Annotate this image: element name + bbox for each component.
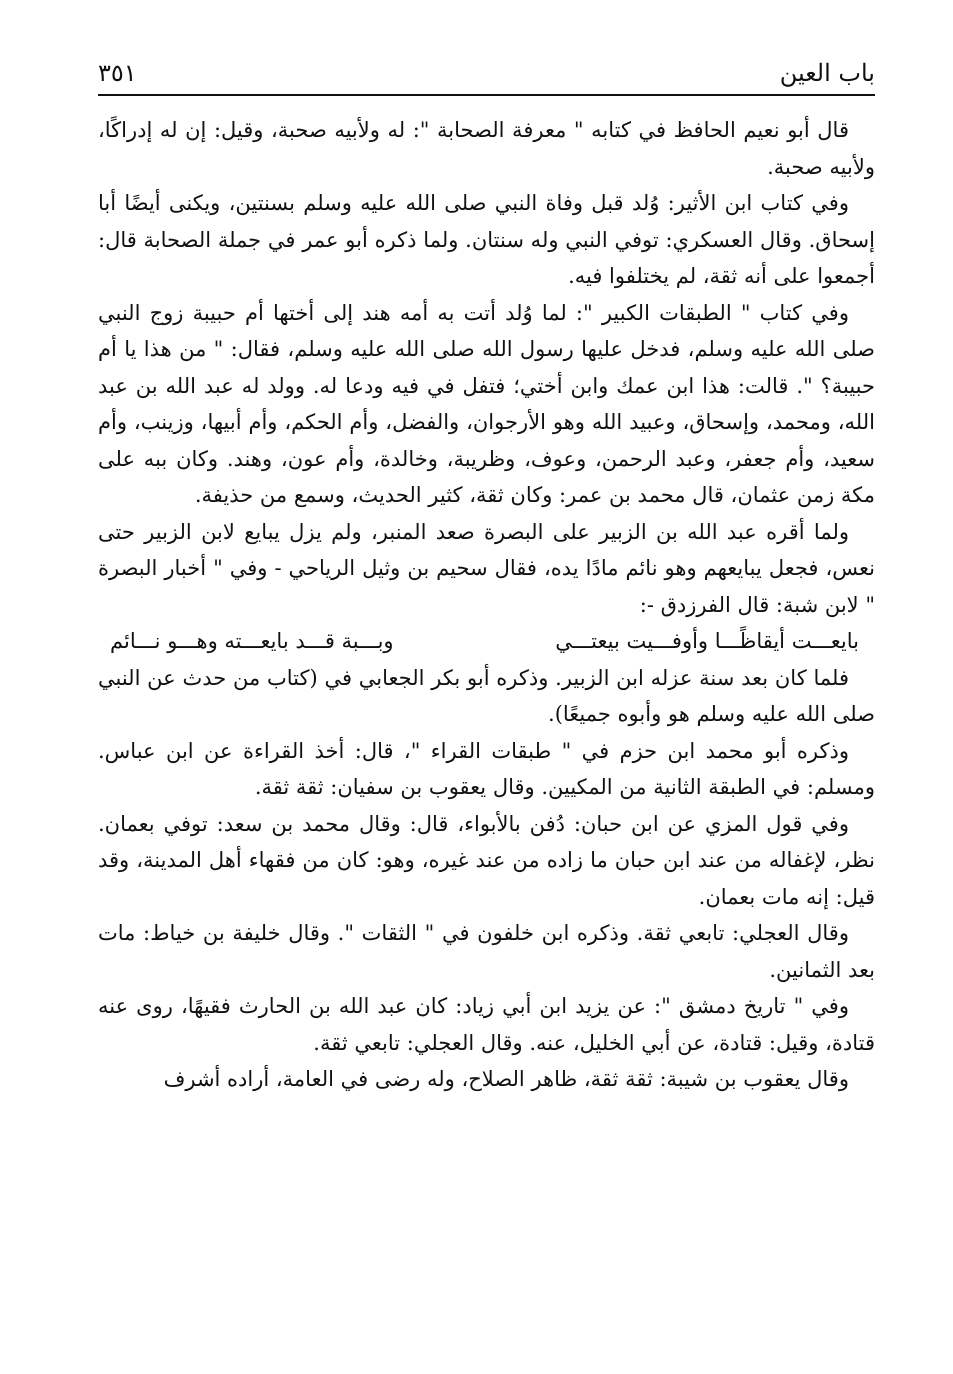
paragraph-ibn-hazm: وذكره أبو محمد ابن حزم في " طبقات القراء "، قال: أخذ القراءة عن ابن عباس. ومسلم: في الطبقة الثانية من المكيين. وقال يعقوب بن سفيان: ثقة ثقة.	[98, 738, 875, 799]
page-number: ٣٥١	[98, 59, 137, 87]
paragraph-yaqub-ibn-shayba: وقال يعقوب بن شيبة: ثقة ثقة، ظاهر الصلاح، وله رضى في العامة، أراده أشرف	[163, 1067, 849, 1091]
verse-first-hemistich: بايعـــت أيقاظًـــا وأوفـــيت بيعتـــي	[555, 629, 859, 653]
paragraph-tarikh-dimashq: وفي " تاريخ دمشق ": عن يزيد ابن أبي زياد: كان عبد الله بن الحارث فقيهًا، روى عنه قتادة، وقيل: قتادة، عن أبي الخليل، عنه. وقال العجلي: تابعي ثقة.	[98, 994, 875, 1055]
header-rule	[98, 94, 875, 96]
paragraph-dismissal: فلما كان بعد سنة عزله ابن الزبير. وذكره أبو بكر الجعابي في (كتاب من حدث عن النبي صلى الله عليه وسلم هو وأبوه جميعًا).	[98, 665, 875, 726]
paragraph-ibn-al-athir: وفي كتاب ابن الأثير: وُلد قبل وفاة النبي صلى الله عليه وسلم بسنتين، ويكنى أيضًا أبا إسحاق. وقال العسكري: توفي النبي وله سنتان. ولما ذكره أبو عمر في جملة الصحابة قال: أجمعوا على أنه ثقة، لم يختلفوا فيه.	[98, 191, 875, 288]
verse-second-hemistich: وبـــبة قـــد بايعـــته وهـــو نـــائم	[110, 629, 394, 653]
paragraph-al-ijli: وقال العجلي: تابعي ثقة. وذكره ابن خلفون في " الثقات ". وقال خليفة بن خياط: مات بعد الثمانين.	[98, 921, 875, 982]
poem-verse	[98, 623, 875, 660]
paragraph-al-mizzi: وفي قول المزي عن ابن حبان: دُفن بالأبواء، قال: وقال محمد بن سعد: توفي بعمان. نظر، لإغفاله من عند ابن حبان ما زاده من عند غيره، وهو: كان من فقهاء أهل المدينة، وقد قيل: إنه مات بعمان.	[98, 811, 875, 909]
page-header	[98, 52, 875, 92]
paragraph-tabaqat: وفي كتاب " الطبقات الكبير ": لما وُلد أتت به أمه هند إلى أختها أم حبيبة زوج النبي صلى الله عليه وسلم، فدخل عليها رسول الله صلى الله عليه وسلم، فقال: " من هذا يا أم حبيبة؟ ". قالت: هذا ابن عمك وابن أختي؛ فتفل في فيه ودعا له. وولد له عبد الله بن عبد الله، ومحمد، وإسحاق، وعبيد الله وهو الأرجوان، والفضل، وأم الحكم، وأم أبيها، وزينب، وأم سعيد، وأم جعفر، وعبد الرحمن، وعوف، وظريبة، وخالدة، وأم عون، وهند. وكان ببه على مكة زمن عثمان، قال محمد بن عمر: وكان ثقة، كثير الحديث، وسمع من حذيفة.	[98, 300, 875, 507]
paragraph-abu-nuaym: قال أبو نعيم الحافظ في كتابه " معرفة الصحابة ": له ولأبيه صحبة، وقيل: إن له إدراكًا، ولأبيه صحبة.	[98, 118, 875, 179]
running-title: باب العين	[779, 59, 875, 87]
body-text	[98, 112, 875, 1098]
paragraph-ibn-al-zubayr: ولما أقره عبد الله بن الزبير على البصرة صعد المنبر، ولم يزل يبايع لابن الزبير حتى نعس، فجعل يبايعهم وهو نائم مادًا يده، فقال سحيم بن وثيل الرياحي - وفي " أخبار البصرة " لابن شبة: قال الفرزدق -:	[98, 519, 875, 617]
